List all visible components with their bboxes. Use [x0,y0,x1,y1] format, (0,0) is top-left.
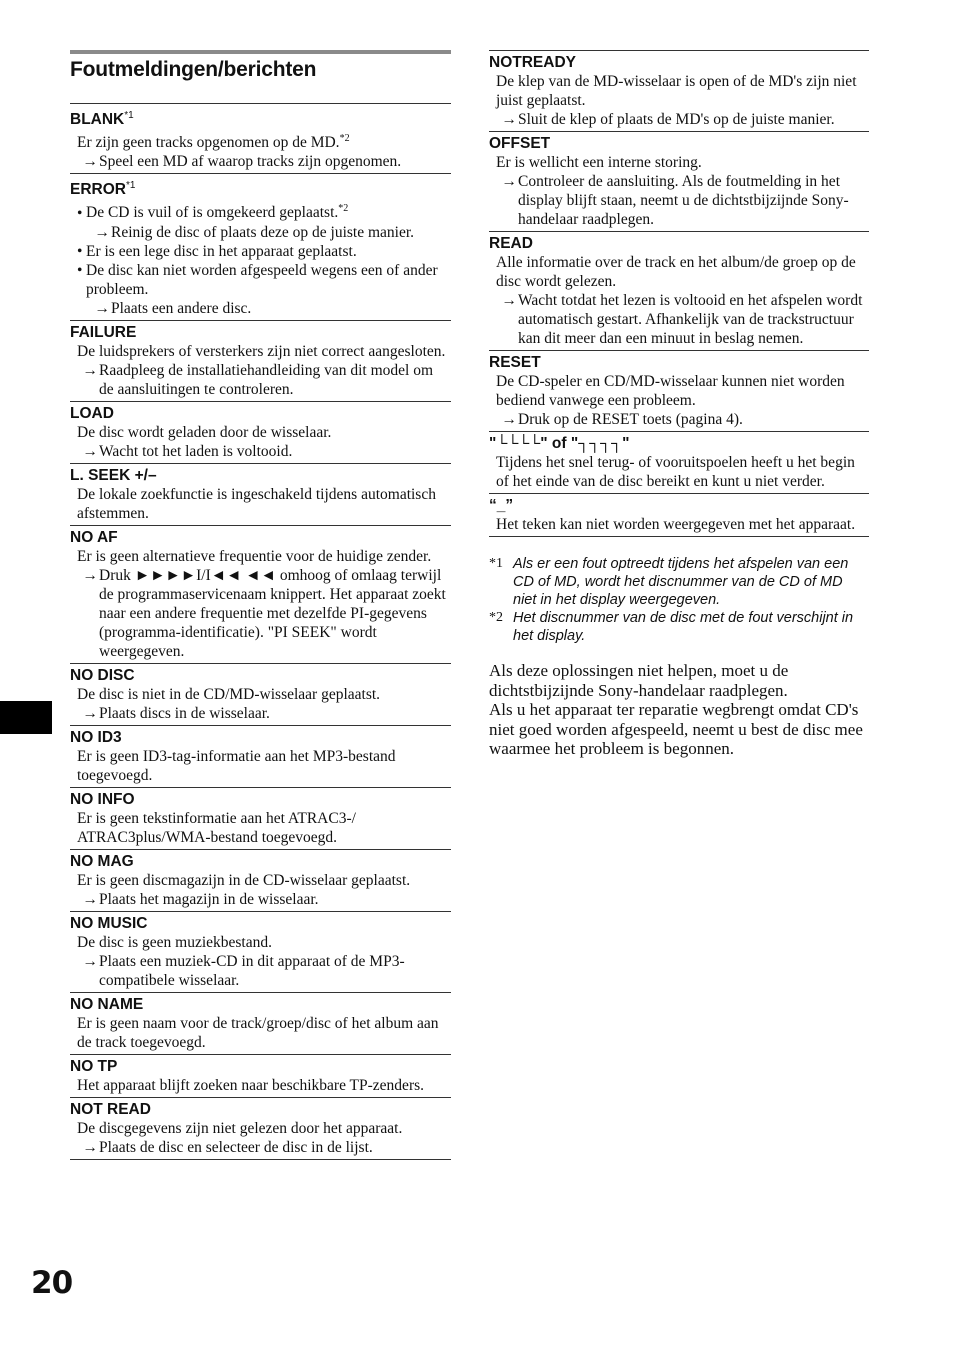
message-entry-symbol [489,493,869,537]
message-term-text: "└└└└" of "┐┐┐┐" [489,435,630,452]
message-term-text: FAILURE [70,323,137,341]
message-description [70,871,451,909]
description-line [496,453,869,491]
message-description [70,342,451,399]
line-text: De disc wordt geladen door de wisselaar. [77,423,332,441]
message-description [70,1076,451,1095]
message-term [489,497,869,515]
description-line [77,242,451,261]
remedy-line [496,110,869,129]
line-text: Er zijn geen tracks opgenomen op de MD. [77,134,340,152]
line-text: Speel een MD af waarop tracks zijn opgenomen. [99,153,402,171]
message-term [70,729,451,747]
message-term [489,435,869,453]
message-term [70,915,451,933]
description-line [77,685,451,704]
description-line [77,485,451,523]
description-line [77,809,451,847]
message-term [489,235,869,253]
message-description [489,253,869,348]
message-term [70,529,451,547]
remedy-line [77,704,451,723]
message-description [489,72,869,129]
line-text: De disc is niet in de CD/MD-wisselaar geplaatst. [77,685,381,703]
message-term-text: NOTREADY [489,54,576,71]
message-term [489,354,869,372]
description-line [496,72,869,110]
description-line [77,423,451,442]
line-text: De lokale zoekfunctie is ingeschakeld tijdens automatisch afstemmen. [77,485,436,522]
message-description [70,485,451,523]
message-description [70,685,451,723]
line-text: De luidsprekers of versterkers zijn niet correct aangesloten. [77,342,446,360]
right-entry-list [489,50,869,537]
left-column [70,50,451,1160]
message-term-text: L. SEEK +/– [70,466,157,484]
message-term-text: OFFSET [489,135,551,152]
footnotes [489,555,869,645]
message-description [489,372,869,429]
line-text: Sluit de klep of plaats de MD's op de juiste manier. [518,111,835,128]
description-line [496,515,869,534]
message-description [489,515,869,534]
message-term [70,853,451,871]
remedy-line [77,152,451,171]
description-line [77,1119,451,1138]
remedy-line [77,442,451,461]
message-entry-l-seek [70,463,451,525]
section-tab-marker [0,701,52,734]
message-description [70,747,451,785]
message-description [70,547,451,661]
line-text: De discgegevens zijn niet gelezen door het apparaat. [77,1119,403,1137]
line-text: De disc is geen muziekbestand. [77,933,272,951]
message-term [70,667,451,685]
message-term [70,324,451,342]
line-text: Er is geen ID3-tag-informatie aan het MP3-bestand toegevoegd. [77,747,396,784]
message-term-text: LOAD [70,404,114,422]
remedy-line [77,1138,451,1157]
message-entry-not-read [70,1097,451,1160]
footnote-ref: *1 [124,110,134,121]
left-entry-list [70,103,451,1160]
message-term [70,1101,451,1119]
message-description [70,1014,451,1052]
message-entry-no-info [70,787,451,849]
line-text: De klep van de MD-wisselaar is open of de MD's zijn niet juist geplaatst. [496,73,857,109]
description-line [77,933,451,952]
message-entry-of [489,431,869,493]
message-term [70,996,451,1014]
description-line [496,372,869,410]
footnote-mark: *2 [489,610,503,625]
message-term-text: ERROR [70,181,126,199]
message-term-text: NO NAME [70,995,144,1013]
line-text: Tijdens het snel terug- of vooruitspoelen heeft u het begin of het einde van de disc bereikt en kunt u niet verder. [496,454,855,490]
message-entry-no-name [70,992,451,1054]
line-text: Raadpleeg de installatiehandleiding van dit model om de aansluitingen te controleren. [99,361,434,398]
remedy-line [77,890,451,909]
line-text: Er is geen discmagazijn in de CD-wisselaar geplaatst. [77,871,411,889]
message-description [489,453,869,491]
description-line [77,1014,451,1052]
message-entry-read [489,231,869,350]
remedy-line [496,291,869,348]
description-line [77,261,451,299]
remedy-line [77,952,451,990]
line-text: De CD-speler en CD/MD-wisselaar kunnen niet worden bediend vanwege een probleem. [496,373,845,409]
message-description [70,199,451,317]
description-line [77,199,451,222]
remedy-line [496,172,869,229]
line-text: Het apparaat blijft zoeken naar beschikbare TP-zenders. [77,1076,425,1094]
message-term-text: NO MAG [70,852,134,870]
message-term [70,107,451,129]
remedy-line [77,566,451,661]
message-term [70,467,451,485]
message-term-text: NO MUSIC [70,914,148,932]
footnote-ref: *2 [339,133,350,145]
message-entry-no-disc [70,663,451,725]
page-title: Foutmeldingen/berichten [70,58,317,81]
line-text: Reinig de disc of plaats deze op de juiste manier. [111,223,415,241]
message-entry-no-af [70,525,451,663]
footnote-item [489,555,869,609]
message-term-text: BLANK [70,111,125,129]
message-term-text: NO DISC [70,666,135,684]
line-text: Er is geen tekstinformatie aan het ATRAC3-/ ATRAC3plus/WMA-bestand toegevoegd. [77,809,356,846]
line-text: Het teken kan niet worden weergegeven met het apparaat. [496,516,856,533]
footnote-ref: *1 [125,180,136,192]
remedy-line [77,223,451,242]
message-description [70,1119,451,1157]
line-text: Wacht tot het laden is voltooid. [99,442,293,460]
title-rule [70,50,451,54]
message-term-text: RESET [489,354,541,371]
message-entry-no-tp [70,1054,451,1097]
line-text: Plaats het magazijn in de wisselaar. [99,890,319,908]
description-line [77,547,451,566]
page-number: 20 [31,1265,73,1301]
footnote-text: Het discnummer van de disc met de fout verschijnt in het display. [513,610,854,644]
message-term-text: NO ID3 [70,728,122,746]
remedy-line [496,410,869,429]
description-line [496,153,869,172]
message-entry-blank [70,103,451,173]
description-line [77,871,451,890]
message-term-text: NO INFO [70,790,135,808]
message-term [489,54,869,72]
message-description [70,933,451,990]
line-text: Plaats de disc en selecteer de disc in de lijst. [99,1138,373,1156]
footnote-mark: *1 [489,556,503,571]
footnote-ref: *2 [338,203,349,215]
line-text: De disc kan niet worden afgespeeld wegens een of ander probleem. [86,261,438,298]
description-line [77,747,451,785]
description-line [77,342,451,361]
line-text: Er is een lege disc in het apparaat geplaatst. [86,242,357,260]
line-text: Plaats een muziek-CD in dit apparaat of de MP3-compatibele wisselaar. [99,952,405,989]
message-description [70,129,451,171]
footnote-item [489,609,869,645]
remedy-line [77,361,451,399]
message-term-text: “_” [489,497,514,514]
line-text: Druk ►►►►I/I◄◄ ◄◄ omhoog of omlaag terwijl de programmaservicenaam knippert. Het apparaat zoekt naar een andere frequentie met dezelfde PI-gegevens (programma-identificatie). "PI SEEK" wordt weergegeven. [99,566,446,660]
message-term-text: NO AF [70,528,118,546]
message-entry-no-mag [70,849,451,911]
message-entry-reset [489,350,869,431]
line-text: Alle informatie over de track en het album/de groep op de disc wordt gelezen. [496,254,856,290]
message-entry-no-id3 [70,725,451,787]
message-entry-load [70,401,451,463]
message-term [489,135,869,153]
message-term [70,405,451,423]
description-line [77,129,451,152]
message-entry-no-music [70,911,451,992]
message-term-text: NOT READ [70,1100,151,1118]
line-text: Druk op de RESET toets (pagina 4). [518,411,743,428]
message-description [70,423,451,461]
message-entry-offset [489,131,869,231]
line-text: Wacht totdat het lezen is voltooid en het afspelen wordt automatisch gestart. Afhankelijk van de trackstructuur kan dit meer dan een minuut in beslag nemen. [518,292,863,347]
line-text: Controleer de aansluiting. Als de foutmelding in het display blijft staan, neemt u de dichtstbijzijnde Sony-handelaar raadplegen. [518,173,849,228]
message-description [489,153,869,229]
message-term-text: NO TP [70,1057,118,1075]
message-entry-failure [70,320,451,401]
message-term [70,791,451,809]
footnote-text: Als er een fout optreedt tijdens het afspelen van een CD of MD, wordt het discnummer van de CD of MD niet in het display weergegeven. [513,556,849,608]
line-text: Plaats een andere disc. [111,299,252,317]
message-term-text: READ [489,235,533,252]
line-text: Er is geen naam voor de track/groep/disc of het album aan de track toegevoegd. [77,1014,439,1051]
right-column [489,50,869,759]
message-entry-notready [489,50,869,131]
description-line [496,253,869,291]
line-text: Er is wellicht een interne storing. [496,154,702,171]
remedy-line [77,299,451,318]
line-text: Er is geen alternatieve frequentie voor de huidige zender. [77,547,432,565]
line-text: Plaats discs in de wisselaar. [99,704,270,722]
paragraph-repair: Als u het apparaat ter reparatie wegbrengt omdat CD's niet goed worden afgespeeld, neemt u best de disc mee waarmee het probleem is begonnen. [489,700,863,758]
line-text: De CD is vuil of is omgekeerd geplaatst. [86,204,339,222]
message-term [70,1058,451,1076]
message-description [70,809,451,847]
description-line [77,1076,451,1095]
message-entry-error [70,173,451,319]
paragraph-advice: Als deze oplossingen niet helpen, moet u de dichtstbijzijnde Sony-handelaar raadplegen. [489,661,789,700]
message-term [70,177,451,199]
